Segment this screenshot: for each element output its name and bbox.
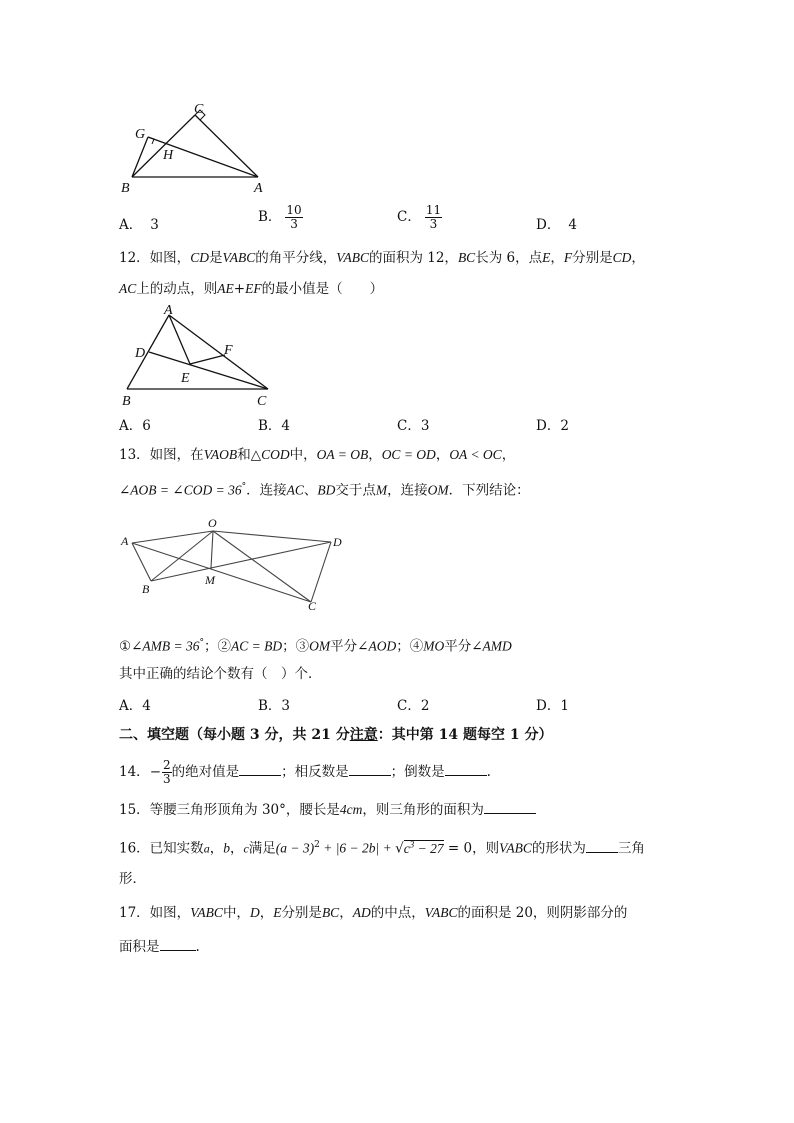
section-2-heading: [119, 725, 552, 745]
text-fragment: 12．如图，: [119, 250, 191, 266]
text-fragment: 平分: [444, 638, 472, 655]
text-fragment: ，: [435, 447, 450, 463]
q13-option-c: C．2: [397, 698, 430, 714]
figure-q11: [110, 96, 280, 200]
text-fragment: ，: [229, 840, 244, 857]
q13-conclusions: [119, 633, 512, 657]
q11-option-c: [397, 204, 442, 231]
text-fragment: ∠AOB = ∠COD = 36: [119, 482, 242, 498]
text-fragment: ，则: [472, 840, 500, 857]
text-fragment: 满足: [248, 840, 276, 857]
text-fragment: 4cm: [339, 802, 363, 817]
text-fragment: 和: [237, 447, 251, 463]
text-fragment: .: [486, 764, 491, 780]
text-fragment: ，: [631, 250, 645, 266]
fraction: [425, 204, 442, 231]
q11-option-b: [258, 204, 303, 231]
text-fragment: 交于点: [335, 482, 376, 499]
answer-blank-2[interactable]: [349, 761, 391, 776]
fraction-numerator: 11: [425, 203, 442, 217]
text-fragment: 15．等腰三角形顶角为 30°，腰长是: [119, 802, 340, 818]
text-fragment: OC = OD: [381, 447, 436, 462]
q12-option-c: C．3: [397, 418, 430, 434]
option-letter: A．: [119, 217, 143, 233]
text-fragment: D: [249, 905, 260, 920]
fig13-label-o: O: [208, 516, 217, 530]
text-fragment: F: [563, 250, 573, 265]
text-fragment: ，: [501, 447, 516, 463]
fraction-denominator: 3: [290, 217, 298, 231]
text-fragment: ∠AMB = 36: [131, 638, 200, 654]
option-value: 3: [150, 217, 159, 233]
text-fragment: ，: [368, 447, 382, 463]
q12-option-d: D．2: [536, 418, 569, 434]
q12-line-1: [119, 248, 645, 268]
fig11-label-a: A: [254, 181, 263, 196]
text-fragment: 的绝对值是: [171, 764, 240, 780]
text-fragment: −: [149, 764, 161, 780]
q11-option-d: [536, 213, 577, 233]
text-fragment: 分别是: [572, 250, 613, 266]
q13-line-2: [119, 477, 530, 501]
text-fragment: 13．如图，在: [119, 447, 204, 463]
fig11-label-c: C: [194, 102, 204, 117]
text-fragment: VABC: [190, 905, 223, 920]
fig12-label-a: A: [164, 303, 173, 318]
text-fragment: 上的动点，则: [136, 281, 218, 297]
q16-line-2: 形．: [119, 871, 146, 887]
text-fragment: AC: [286, 482, 304, 498]
fig13-label-m: M: [205, 573, 215, 587]
text-fragment: √: [395, 840, 404, 857]
text-fragment: ，连接: [387, 482, 428, 499]
text-fragment: OM: [427, 482, 449, 498]
text-fragment: 长为 6，点: [475, 250, 543, 266]
text-fragment: ．下列结论：: [448, 482, 530, 499]
fig12-label-e: E: [181, 371, 190, 386]
q11-option-a: [119, 213, 159, 233]
text-fragment: − 27: [414, 840, 444, 856]
text-fragment: VABC: [499, 840, 532, 856]
fraction: [285, 204, 302, 231]
q13-line-1: [119, 445, 515, 465]
option-letter: C．: [397, 209, 421, 225]
answer-blank-1[interactable]: [239, 761, 281, 776]
fig13-label-c: C: [308, 599, 317, 613]
text-fragment: △COD: [250, 447, 290, 462]
option-letter: B．: [258, 209, 282, 225]
text-fragment: ①: [119, 638, 132, 655]
text-fragment: .: [195, 939, 200, 955]
text-fragment: OA < OC: [449, 447, 502, 462]
fraction-denominator: 3: [429, 217, 438, 231]
figure-q13: [115, 512, 355, 616]
text-fragment: CD: [612, 250, 632, 265]
text-fragment: 的形状为: [531, 840, 586, 857]
option-letter: D．: [536, 217, 561, 233]
text-fragment: a: [203, 841, 210, 856]
text-fragment: 的中点，: [370, 905, 425, 921]
text-fragment: °: [199, 638, 205, 648]
text-fragment: +: [233, 281, 246, 297]
fraction: [162, 759, 172, 786]
figure-q12: [112, 302, 282, 410]
answer-blank[interactable]: [160, 936, 196, 951]
text-fragment: ；③: [282, 638, 310, 655]
fig11-label-b: B: [121, 181, 130, 196]
text-fragment: 2: [314, 840, 320, 850]
fig13-label-b: B: [142, 582, 150, 596]
q14-line: [119, 758, 491, 786]
q12-option-b: B．4: [258, 418, 291, 434]
text-fragment: ；倒数是: [390, 764, 445, 780]
text-fragment: 中，: [222, 905, 250, 921]
text-fragment: 14．: [119, 764, 150, 780]
text-fragment: 17．如图，: [119, 905, 191, 921]
text-fragment: OM: [309, 638, 331, 654]
text-fragment: BD: [317, 482, 336, 498]
text-fragment: ：其中第 14 题每空 1 分）: [377, 727, 553, 743]
fig13-label-d: D: [333, 535, 342, 549]
text-fragment: ∠AOD: [357, 638, 397, 654]
text-fragment: c: [403, 840, 410, 856]
text-fragment: VAOB: [203, 447, 238, 462]
answer-blank-3[interactable]: [445, 761, 487, 776]
q13-option-b: B．3: [258, 698, 291, 714]
text-fragment: E: [542, 250, 551, 265]
q12-option-a: A．6: [119, 418, 151, 434]
answer-blank[interactable]: [484, 799, 536, 814]
text-fragment: ，: [259, 905, 274, 921]
text-fragment: 的面积为 12，: [368, 250, 458, 266]
text-fragment: 二、填空题（每小题 3 分，共 21 分: [119, 727, 350, 743]
q16-line-1: [119, 834, 645, 859]
text-fragment: AC = BD: [231, 638, 283, 654]
text-fragment: 、: [303, 482, 318, 499]
text-fragment: ，: [209, 840, 224, 857]
fraction-numerator: 10: [286, 203, 302, 217]
text-fragment: ；②: [204, 638, 232, 655]
text-fragment: ，: [550, 250, 564, 266]
q15-line: [119, 799, 536, 820]
text-fragment: 3: [163, 772, 171, 786]
text-fragment: 2: [163, 758, 171, 772]
text-fragment: ；④: [396, 638, 424, 655]
text-fragment: 分别是: [281, 905, 322, 921]
text-fragment: AD: [352, 905, 371, 920]
text-fragment: 三角: [617, 840, 645, 857]
fig11-label-g: G: [135, 127, 146, 142]
text-fragment: 的最小值是（ ）: [261, 281, 384, 297]
q13-option-d: D．1: [536, 698, 569, 714]
text-fragment: b: [223, 840, 230, 856]
text-fragment: + |6 − 2b| +: [319, 840, 396, 856]
text-fragment: c: [243, 841, 249, 856]
text-fragment: AC: [119, 281, 137, 296]
fig11-label-h: H: [163, 148, 174, 163]
text-fragment: (a − 3): [275, 840, 315, 856]
text-fragment: 平分: [330, 638, 358, 655]
q13-option-a: A．4: [119, 698, 151, 714]
answer-blank[interactable]: [586, 838, 618, 853]
text-fragment: ，: [339, 905, 353, 921]
text-fragment: M: [375, 482, 388, 498]
text-fragment: BC: [457, 250, 476, 265]
q12-line-2: [119, 279, 383, 299]
text-fragment: 是: [208, 250, 223, 266]
text-fragment: 的角平分线，: [255, 250, 337, 266]
text-fragment: = 0: [443, 840, 473, 857]
text-fragment: BC: [321, 905, 340, 920]
text-fragment: E: [273, 905, 282, 920]
text-fragment: EF: [245, 281, 262, 296]
fig12-label-b: B: [122, 394, 131, 409]
fig12-label-f: F: [224, 343, 233, 358]
text-fragment: 面积是: [119, 939, 160, 955]
text-fragment: OA = OB: [316, 447, 369, 462]
text-fragment: MO: [423, 638, 445, 654]
text-fragment: °: [241, 482, 247, 492]
text-fragment: ，则三角形的面积为: [362, 802, 484, 818]
text-fragment: CD: [190, 250, 209, 265]
text-fragment: 3: [409, 839, 415, 849]
text-fragment: VABC: [336, 250, 369, 265]
sqrt-radicand: [404, 840, 444, 856]
text-fragment: 注意: [349, 727, 378, 743]
text-fragment: VABC: [424, 905, 458, 920]
text-fragment: ；相反数是: [281, 764, 349, 780]
fig12-label-d: D: [135, 346, 146, 361]
text-fragment: 中，: [289, 447, 317, 463]
fig13-label-a: A: [121, 534, 129, 548]
text-fragment: ．连接: [246, 482, 287, 499]
text-fragment: VABC: [222, 250, 256, 265]
text-fragment: 的面积是 20，则阴影部分的: [457, 905, 628, 921]
text-fragment: AE: [217, 281, 234, 296]
fig12-label-c: C: [257, 394, 267, 409]
text-fragment: 16．已知实数: [119, 840, 204, 857]
q17-line-1: [119, 903, 627, 923]
option-value: 4: [568, 217, 577, 233]
q13-ask: 其中正确的结论个数有（ ）个．: [119, 666, 322, 682]
text-fragment: ∠AMD: [471, 638, 512, 654]
q17-line-2: [119, 936, 200, 957]
